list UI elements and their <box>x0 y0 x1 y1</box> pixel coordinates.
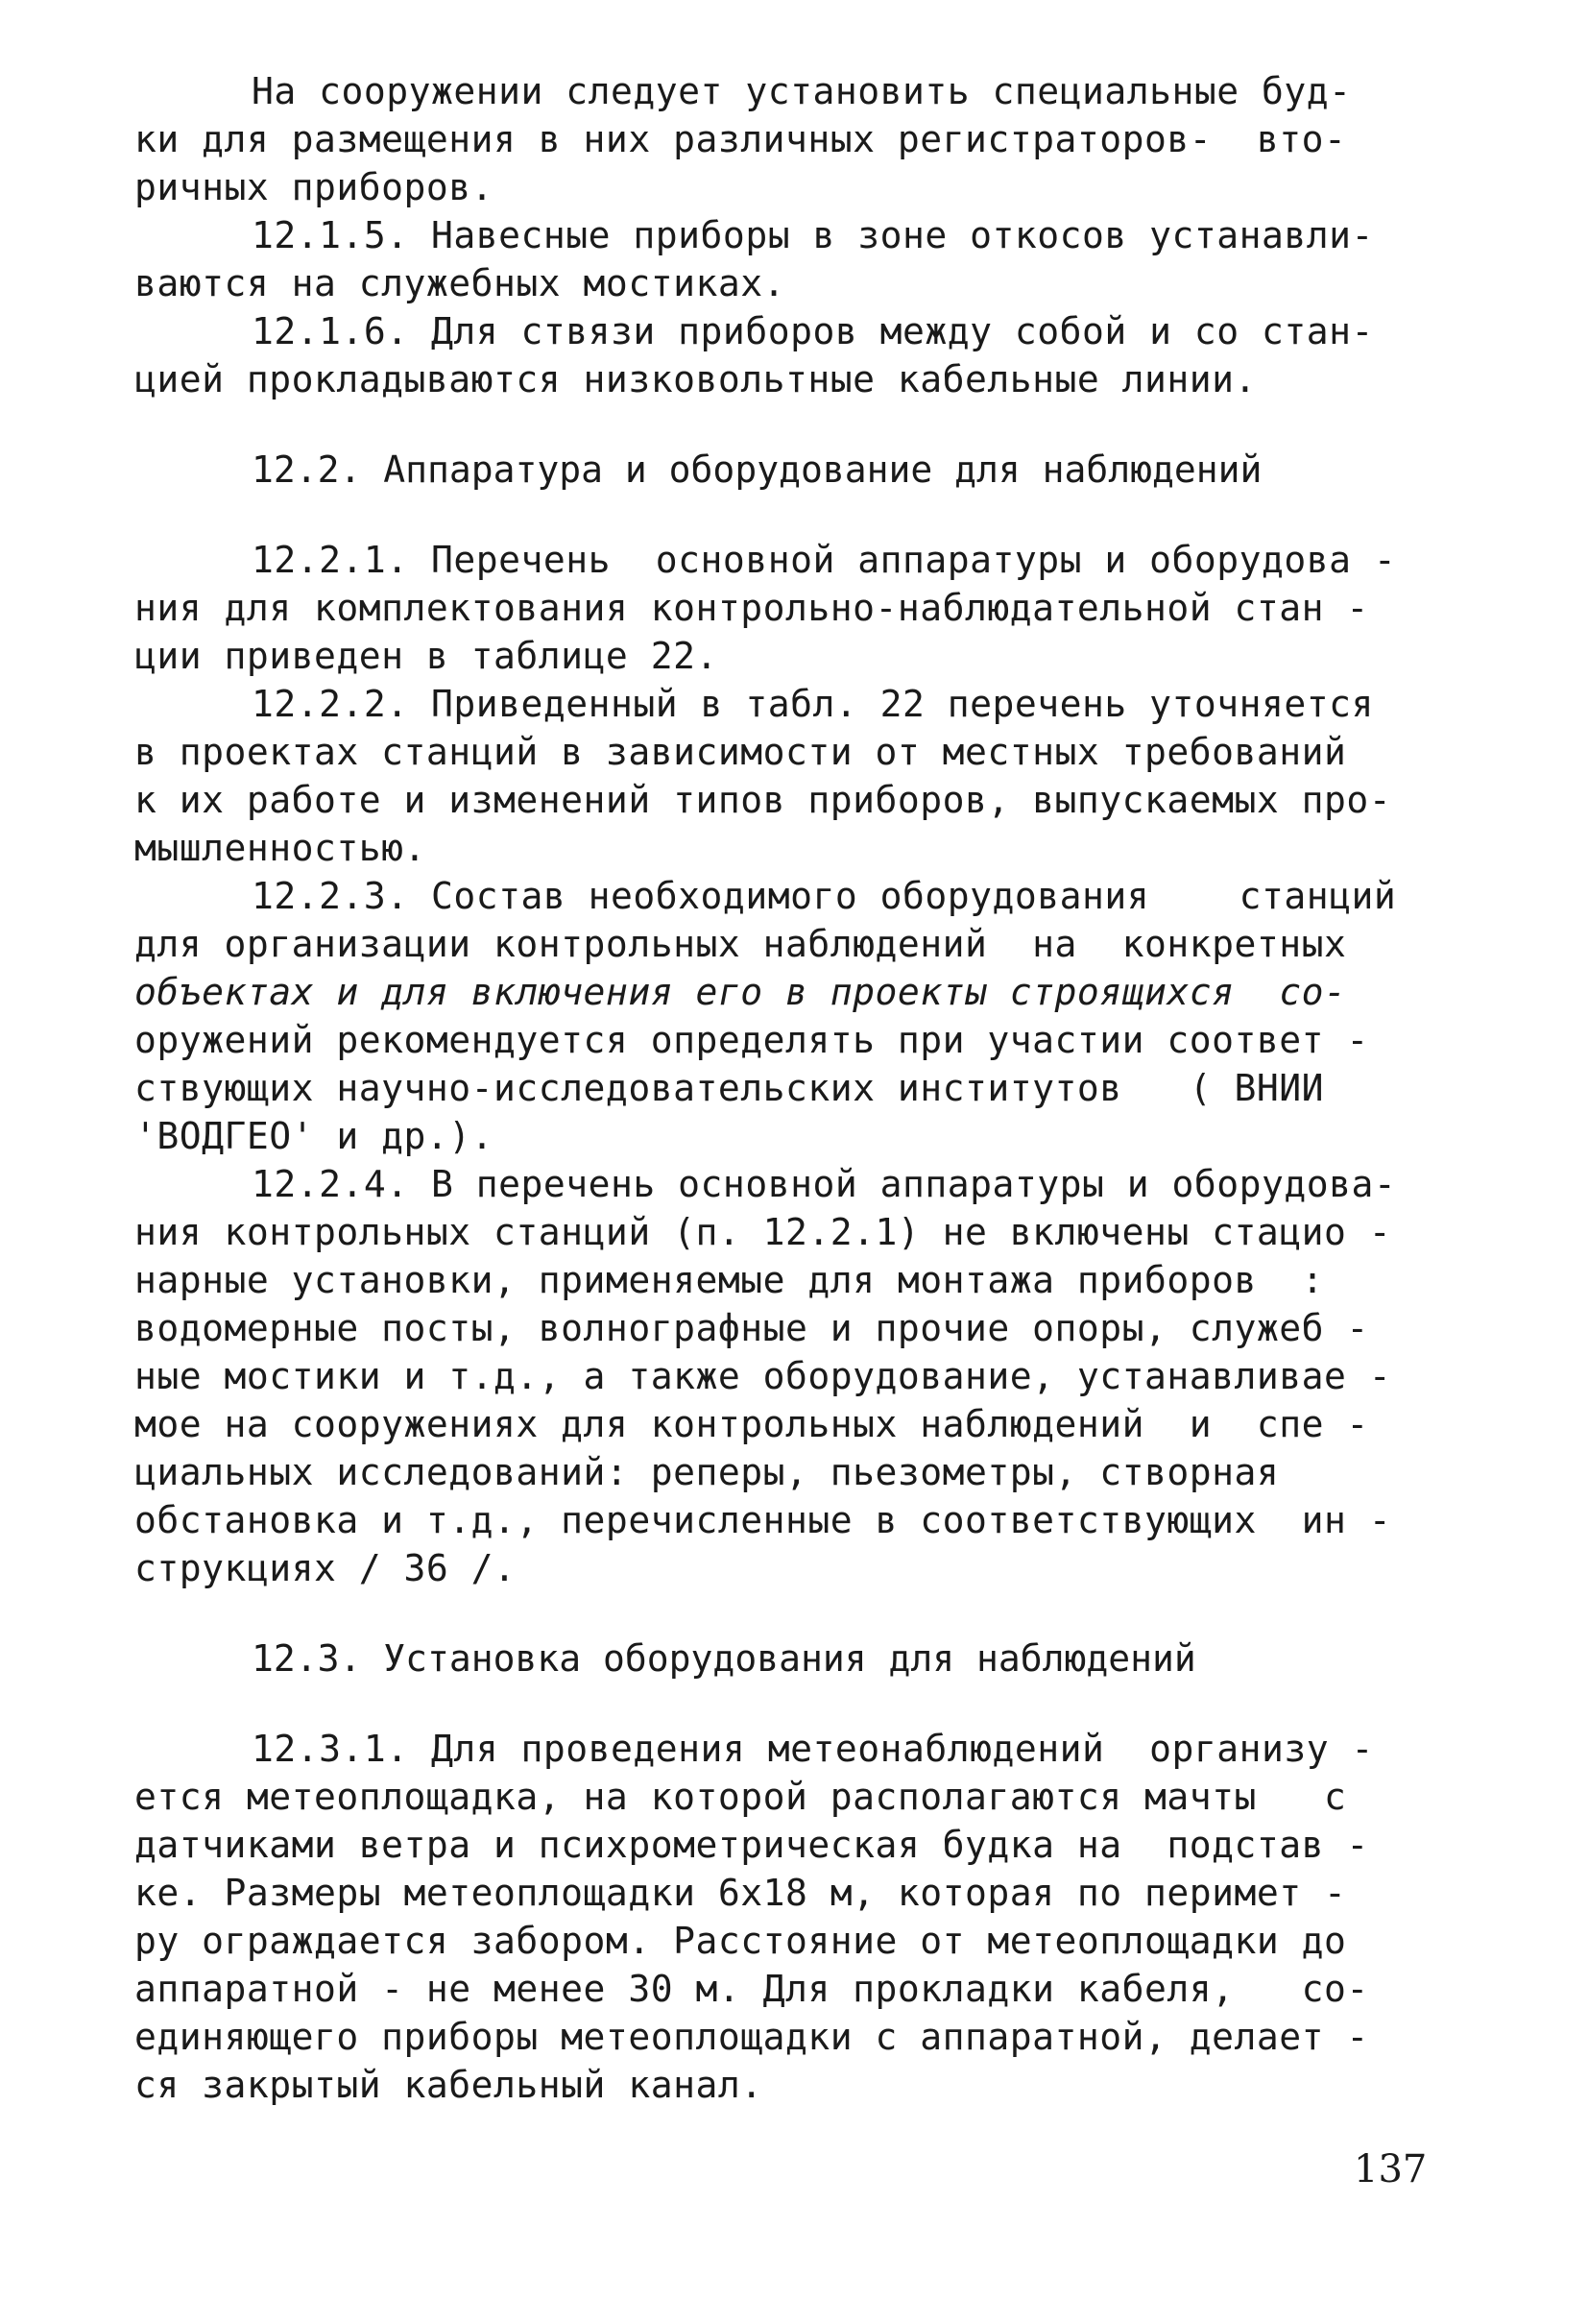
text-line: 12.3.1. Для проведения метеонаблюдений организу - <box>252 1728 1374 1770</box>
text-line: На сооружении следует установить специальные буд- <box>252 70 1352 112</box>
page-number: 137 <box>1354 2147 1428 2191</box>
paragraph-12-2-4 <box>134 1160 1450 1592</box>
section-heading-12-3: 12.3. Установка оборудования для наблюдений <box>252 1637 1196 1680</box>
text-line: 12.2.2. Приведенный в табл. 22 перечень уточняется <box>252 683 1374 725</box>
paragraph-12-1-5 <box>134 211 1450 307</box>
text-line: ричных приборов. <box>134 166 494 208</box>
text-line: 'ВОДГЕО' и др.). <box>134 1115 494 1157</box>
text-line: оружений рекомендуется определять при участии соответ - <box>134 1019 1369 1061</box>
paragraph-12-2-3 <box>134 872 1450 1160</box>
text-line: мышленностью. <box>134 827 426 869</box>
text-line: ется метеоплощадка, на которой располагаются мачты с <box>134 1776 1347 1818</box>
text-line: ные мостики и т.д., а также оборудование, устанавливае - <box>134 1355 1392 1397</box>
text-line: 12.2.3. Состав необходимого оборудования станций <box>252 875 1397 917</box>
text-line: ции приведен в таблице 22. <box>134 635 718 677</box>
document-page <box>134 67 1450 2109</box>
section-heading-12-2: 12.2. Аппаратура и оборудование для наблюдений <box>252 448 1263 491</box>
text-line: 12.2.4. В перечень основной аппаратуры и оборудова- <box>252 1163 1397 1205</box>
text-line: ния контрольных станций (п. 12.2.1) не включены стацио - <box>134 1211 1392 1253</box>
paragraph-12-2-1 <box>134 536 1450 680</box>
text-line: для организации контрольных наблюдений на конкретных <box>134 923 1347 965</box>
text-line: датчиками ветра и психрометрическая будка на подстав - <box>134 1824 1369 1866</box>
text-line: ся закрытый кабельный канал. <box>134 2064 763 2106</box>
text-line: ваются на служебных мостиках. <box>134 262 785 304</box>
text-line: водомерные посты, волнографные и прочие опоры, служеб - <box>134 1307 1369 1349</box>
spacer <box>134 1682 1450 1725</box>
text-line: цией прокладываются низковольтные кабельные линии. <box>134 358 1257 400</box>
text-line: ния для комплектования контрольно-наблюдательной стан - <box>134 587 1369 629</box>
text-line: единяющего приборы метеоплощадки с аппаратной, делает - <box>134 2016 1369 2058</box>
text-line: струкциях / 36 /. <box>134 1547 517 1589</box>
text-line: объектах и для включения его в проекты строящихся со- <box>134 971 1347 1013</box>
text-line: нарные установки, применяемые для монтажа приборов : <box>134 1259 1325 1301</box>
paragraph-12-1-6 <box>134 307 1450 403</box>
text-line: 12.1.6. Для ствязи приборов между собой и со стан- <box>252 310 1374 352</box>
text-line: мое на сооружениях для контрольных наблюдений и спе - <box>134 1403 1369 1445</box>
spacer <box>134 494 1450 536</box>
text-line: ке. Размеры метеоплощадки 6x18 м, которая по перимет - <box>134 1872 1347 1914</box>
spacer <box>134 1592 1450 1634</box>
text-line: ки для размещения в них различных регистраторов- вто- <box>134 118 1347 160</box>
paragraph-intro <box>134 67 1450 211</box>
text-line: циальных исследований: реперы, пьезометры, створная <box>134 1451 1280 1493</box>
text-line: обстановка и т.д., перечисленные в соответствующих ин - <box>134 1499 1392 1541</box>
text-line: аппаратной - не менее 30 м. Для прокладки кабеля, со- <box>134 1968 1369 2010</box>
text-line: в проектах станций в зависимости от местных требований <box>134 731 1347 773</box>
paragraph-12-3-1 <box>134 1725 1450 2109</box>
text-line: ру ограждается забором. Расстояние от метеоплощадки до <box>134 1920 1347 1962</box>
spacer <box>134 403 1450 446</box>
text-line: 12.1.5. Навесные приборы в зоне откосов устанавли- <box>252 214 1374 256</box>
text-line: ствующих научно-исследовательских институтов ( ВНИИ <box>134 1067 1325 1109</box>
text-line: 12.2.1. Перечень основной аппаратуры и оборудова - <box>252 539 1397 581</box>
paragraph-12-2-2 <box>134 680 1450 872</box>
text-line: к их работе и изменений типов приборов, выпускаемых про- <box>134 779 1392 821</box>
